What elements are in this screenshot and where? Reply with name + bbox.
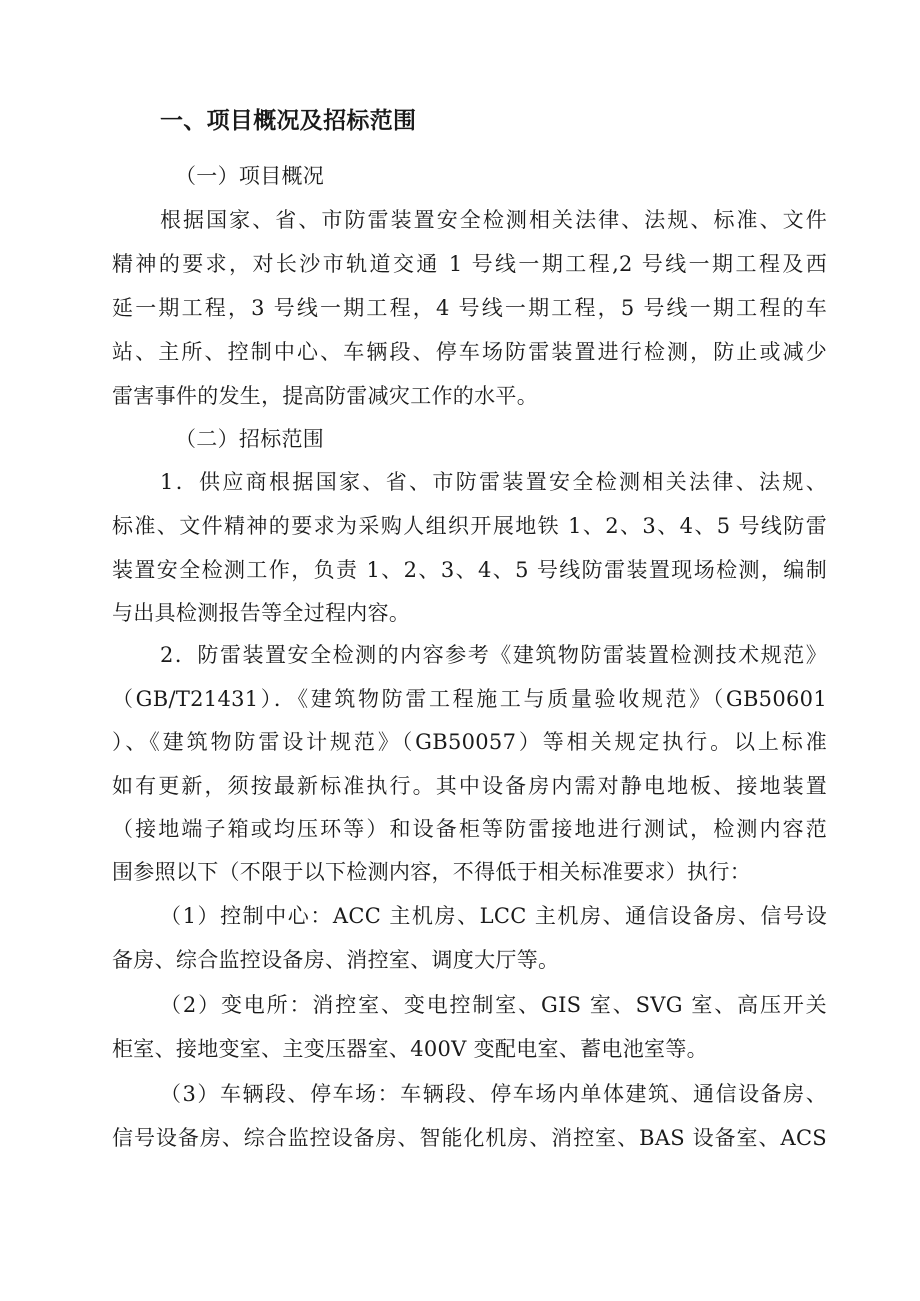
subsection-title-scope: （二）招标范围 — [175, 427, 325, 451]
paragraph-line: （2）变电所：消控室、变电控制室、GIS 室、SVG 室、高压开关 — [160, 993, 827, 1017]
paragraph-line: 根据国家、省、市防雷装置安全检测相关法律、法规、标准、文件 — [160, 208, 827, 232]
paragraph-line: 延一期工程，3 号线一期工程，4 号线一期工程，5 号线一期工程的车 — [112, 296, 827, 320]
paragraph-line: （1）控制中心：ACC 主机房、LCC 主机房、通信设备房、信号设 — [160, 904, 827, 928]
paragraph-line: 柜室、接地变室、主变压器室、400V 变配电室、蓄电池室等。 — [112, 1037, 708, 1061]
paragraph-line: （接地端子箱或均压环等）和设备柜等防雷接地进行测试，检测内容范 — [112, 817, 827, 841]
paragraph-line: 标准、文件精神的要求为采购人组织开展地铁 1、2、3、4、5 号线防雷 — [112, 514, 827, 538]
paragraph-line: 如有更新，须按最新标准执行。其中设备房内需对静电地板、接地装置 — [112, 774, 827, 798]
paragraph-line: 精神的要求，对长沙市轨道交通 1 号线一期工程,2 号线一期工程及西 — [112, 252, 827, 276]
paragraph-line: （GB/T21431）．《建筑物防雷工程施工与质量验收规范》（GB50601 — [112, 687, 827, 711]
paragraph-line: 站、主所、控制中心、车辆段、停车场防雷装置进行检测，防止或减少 — [112, 340, 827, 364]
paragraph-line: 信号设备房、综合监控设备房、智能化机房、消控室、BAS 设备室、ACS — [112, 1126, 827, 1150]
paragraph-line: ）、《建筑物防雷设计规范》（GB50057）等相关规定执行。以上标准 — [112, 730, 827, 754]
paragraph-line: 装置安全检测工作，负责 1、2、3、4、5 号线防雷装置现场检测，编制 — [112, 558, 827, 582]
paragraph-line: 1．供应商根据国家、省、市防雷装置安全检测相关法律、法规、 — [160, 470, 827, 494]
paragraph-line: 雷害事件的发生，提高防雷减灾工作的水平。 — [112, 384, 538, 408]
section-heading: 一、项目概况及招标范围 — [160, 108, 417, 134]
paragraph-line: 备房、综合监控设备房、消控室、调度大厅等。 — [112, 948, 560, 972]
paragraph-line: 2．防雷装置安全检测的内容参考《建筑物防雷装置检测技术规范》 — [160, 643, 827, 667]
paragraph-line: 与出具检测报告等全过程内容。 — [112, 601, 411, 625]
paragraph-line: 围参照以下（不限于以下检测内容，不得低于相关标准要求）执行： — [112, 860, 751, 884]
subsection-title-overview: （一）项目概况 — [175, 164, 325, 188]
paragraph-line: （3）车辆段、停车场：车辆段、停车场内单体建筑、通信设备房、 — [160, 1082, 827, 1106]
